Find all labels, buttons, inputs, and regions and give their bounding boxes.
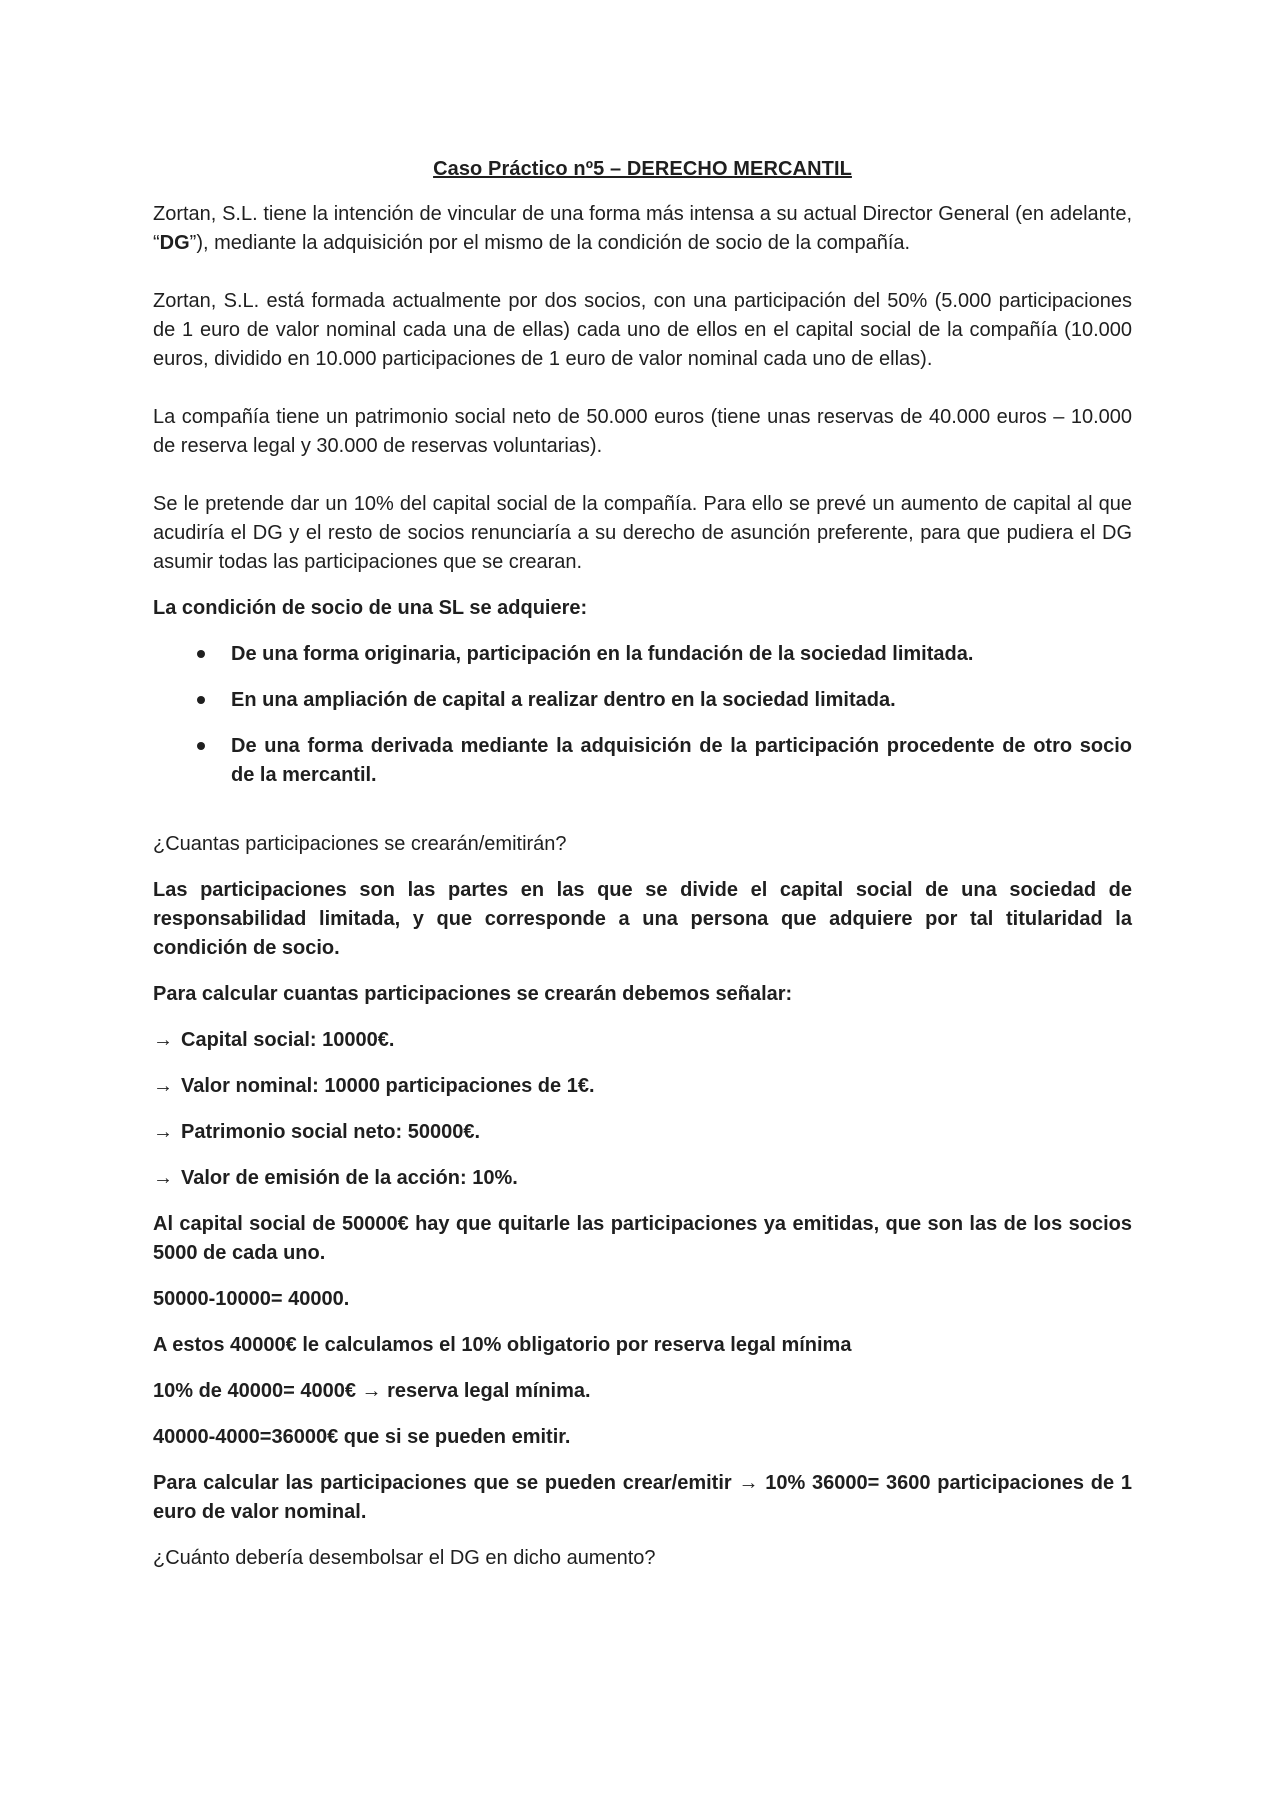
arrow-right-icon: → <box>361 1380 382 1402</box>
answer-line-4 <box>153 1377 1132 1406</box>
intro-p1-bold: DG <box>159 232 190 254</box>
arrow-right-icon: → <box>153 1167 173 1189</box>
list-item <box>153 732 1132 790</box>
list-item <box>153 686 1132 715</box>
answer-line-2: 50000-10000= 40000. <box>153 1288 350 1310</box>
arrow-right-icon: → <box>153 1121 173 1143</box>
intro-paragraph-4: Se le pretende dar un 10% del capital social de la compañía. Para ello se prevé un aumento de capital al que acudiría el DG y el resto de socios renunciaría a su derecho de asunción preferente, para que pudiera el DG asumir todas las participaciones que se crearan. <box>153 493 1132 573</box>
intro-paragraph-3: La compañía tiene un patrimonio social neto de 50.000 euros (tiene unas reservas de 40.000 euros – 10.000 de reserva legal y 30.000 de reservas voluntarias). <box>153 406 1132 457</box>
arrow-item-patrimonio <box>153 1118 1132 1147</box>
intro-paragraph-1 <box>153 200 1132 258</box>
bullet-text: De una forma derivada mediante la adquisición de la participación procedente de otro socio de la mercantil. <box>231 735 1132 786</box>
answer-line-1: Al capital social de 50000€ hay que quitarle las participaciones ya emitidas, que son las de los socios 5000 de cada uno. <box>153 1213 1132 1264</box>
document-title: Caso Práctico nº5 – DERECHO MERCANTIL <box>433 158 852 180</box>
intro-p1-text-b: ”), mediante la adquisición por el mismo de la condición de socio de la compañía. <box>189 232 911 254</box>
answer-line-6-a: Para calcular las participaciones que se pueden crear/emitir <box>153 1472 732 1494</box>
arrow-right-icon: → <box>153 1029 173 1051</box>
bullet-icon <box>197 742 205 750</box>
arrow-item-text: Valor nominal: 10000 participaciones de 1€. <box>181 1075 595 1097</box>
answer-line-4-b: reserva legal mínima. <box>387 1380 591 1402</box>
question-1: ¿Cuantas participaciones se crearán/emitirán? <box>153 833 567 855</box>
answer-line-4-a: 10% de 40000= 4000€ <box>153 1380 356 1402</box>
arrow-item-capital <box>153 1026 1132 1055</box>
answer-calc-intro: Para calcular cuantas participaciones se crearán debemos señalar: <box>153 983 793 1005</box>
arrow-item-text: Capital social: 10000€. <box>181 1029 395 1051</box>
arrow-item-nominal <box>153 1072 1132 1101</box>
arrow-right-icon: → <box>153 1075 173 1097</box>
question-2: ¿Cuánto debería desembolsar el DG en dicho aumento? <box>153 1547 656 1569</box>
arrow-right-icon: → <box>738 1472 759 1494</box>
answer-definition: Las participaciones son las partes en las que se divide el capital social de una sociedad de responsabilidad limitada, y que corresponde a una persona que adquiere por tal titularidad la condición de socio. <box>153 879 1132 959</box>
answer-line-6 <box>153 1469 1132 1527</box>
document-body <box>153 155 1132 1573</box>
bullet-text: En una ampliación de capital a realizar dentro en la sociedad limitada. <box>231 689 896 711</box>
bullet-icon <box>197 696 205 704</box>
answer-line-5: 40000-4000=36000€ que si se pueden emitir. <box>153 1426 571 1448</box>
socio-bullet-list <box>153 640 1132 790</box>
bullet-text: De una forma originaria, participación en la fundación de la sociedad limitada. <box>231 643 974 665</box>
arrow-item-text: Valor de emisión de la acción: 10%. <box>181 1167 518 1189</box>
answer-line-3: A estos 40000€ le calculamos el 10% obligatorio por reserva legal mínima <box>153 1334 852 1356</box>
socio-heading: La condición de socio de una SL se adquiere: <box>153 597 588 619</box>
answer-line-6-b: 10% 36000= 3600 participaciones de 1 euro de valor nominal. <box>153 1472 1133 1523</box>
arrow-item-text: Patrimonio social neto: 50000€. <box>181 1121 480 1143</box>
intro-p1-text-a: Zortan, S.L. tiene la intención de vincular de una forma más intensa a su actual Director General (en adelante, “ <box>153 203 1132 254</box>
intro-paragraph-2: Zortan, S.L. está formada actualmente por dos socios, con una participación del 50% (5.000 participaciones de 1 euro de valor nominal cada una de ellas) cada uno de ellos en el capital social de la compañía (10.000 euros, dividido en 10.000 participaciones de 1 euro de valor nominal cada uno de ellas). <box>153 290 1132 370</box>
bullet-icon <box>197 650 205 658</box>
list-item <box>153 640 1132 669</box>
arrow-item-emision <box>153 1164 1132 1193</box>
